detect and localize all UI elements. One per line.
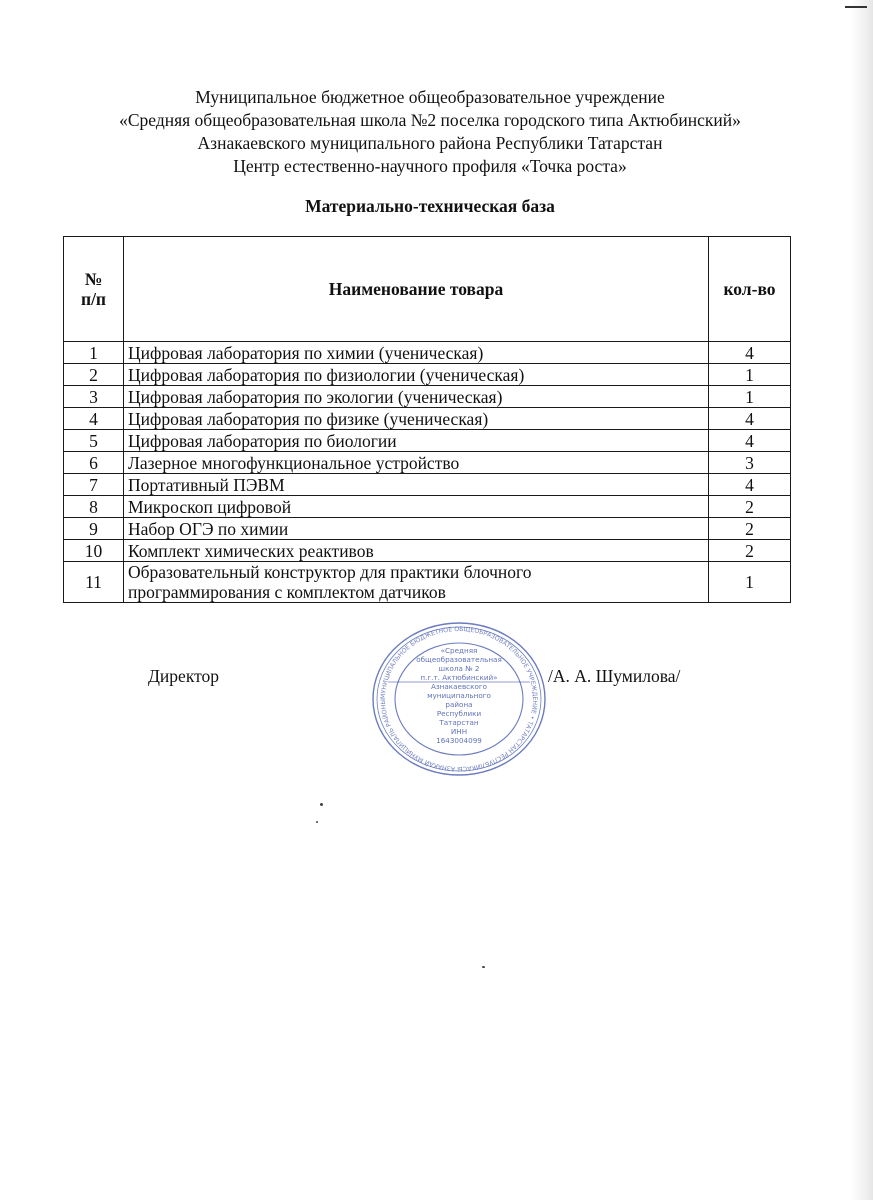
table-row xyxy=(64,408,791,430)
row-number: 2 xyxy=(64,364,124,386)
stamp-text: общеобразовательная xyxy=(416,655,502,664)
table-row xyxy=(64,540,791,562)
page-edge-shadow xyxy=(851,0,873,1200)
row-number: 3 xyxy=(64,386,124,408)
stamp-text: 1643004099 xyxy=(436,736,482,745)
stamp-text: школа № 2 xyxy=(438,664,480,673)
row-quantity: 1 xyxy=(709,562,791,603)
row-item-name: Цифровая лаборатория по физике (ученическая) xyxy=(124,408,709,430)
stamp-text: Азнакаевского xyxy=(430,682,488,691)
stamp-text: ИНН xyxy=(450,727,468,736)
signature-role: Директор xyxy=(148,666,220,686)
table-row xyxy=(64,364,791,386)
row-number: 6 xyxy=(64,452,124,474)
table-row xyxy=(64,562,791,603)
row-number: 11 xyxy=(64,562,124,603)
row-item-name: Цифровая лаборатория по физиологии (ученическая) xyxy=(124,364,709,386)
table-row xyxy=(64,430,791,452)
row-item-name: Цифровая лаборатория по биологии xyxy=(124,430,709,452)
row-number: 9 xyxy=(64,518,124,540)
table-row xyxy=(64,474,791,496)
row-quantity: 2 xyxy=(709,540,791,562)
row-item-name: Цифровая лаборатория по экологии (ученическая) xyxy=(124,386,709,408)
row-quantity: 3 xyxy=(709,452,791,474)
inventory-table xyxy=(63,236,791,603)
row-item-name: Набор ОГЭ по химии xyxy=(124,518,709,540)
row-number: 8 xyxy=(64,496,124,518)
row-quantity: 4 xyxy=(709,342,791,364)
table-row xyxy=(64,452,791,474)
row-number: 7 xyxy=(64,474,124,496)
header-number: № п/п xyxy=(64,237,124,342)
row-quantity: 2 xyxy=(709,496,791,518)
stamp-text: Республики xyxy=(436,709,482,718)
table-header-row xyxy=(64,237,791,342)
row-item-name: Цифровая лаборатория по химии (ученическая) xyxy=(124,342,709,364)
row-number: 1 xyxy=(64,342,124,364)
header-line: Муниципальное бюджетное общеобразовательное учреждение xyxy=(195,87,665,107)
header-line: Центр естественно-научного профиля «Точка роста» xyxy=(233,156,627,176)
row-item-name: Лазерное многофункциональное устройство xyxy=(124,452,709,474)
header-line: «Средняя общеобразовательная школа №2 поселка городского типа Актюбинский» xyxy=(119,110,741,130)
document-header xyxy=(0,86,860,178)
row-item-name: Комплект химических реактивов xyxy=(124,540,709,562)
table-row xyxy=(64,518,791,540)
row-quantity: 4 xyxy=(709,474,791,496)
stamp-ring-text: МУНИЦИПАЛЬНОЕ БЮДЖЕТНОЕ ОБЩЕОБРАЗОВАТЕЛЬНОЕ УЧРЕЖДЕНИЕ • ТАТАРСТАН РЕСПУБЛИКАСЫ АЗНАКАЙ МУНИЦИПАЛЬ РАЙОНЫ xyxy=(379,625,539,773)
signature-name: /А. А. Шумилова/ xyxy=(548,666,681,686)
row-number: 5 xyxy=(64,430,124,452)
stamp-text: муниципального xyxy=(427,691,491,700)
row-number: 10 xyxy=(64,540,124,562)
stamp-text: района xyxy=(445,700,473,709)
row-quantity: 4 xyxy=(709,408,791,430)
scan-speck xyxy=(482,966,485,968)
table-row xyxy=(64,386,791,408)
row-number: 4 xyxy=(64,408,124,430)
row-quantity: 2 xyxy=(709,518,791,540)
row-quantity: 1 xyxy=(709,386,791,408)
stamp-text: Татарстан xyxy=(439,718,479,727)
row-item-name: Микроскоп цифровой xyxy=(124,496,709,518)
corner-mark xyxy=(845,6,867,8)
header-line: Азнакаевского муниципального района Республики Татарстан xyxy=(197,133,663,153)
official-stamp xyxy=(370,620,548,778)
document-title: Материально-техническая база xyxy=(305,196,555,216)
row-item-name: Образовательный конструктор для практики блочного программирования с комплектом датчиков xyxy=(124,562,709,603)
row-item-name: Портативный ПЭВМ xyxy=(124,474,709,496)
scan-speck xyxy=(320,803,323,806)
header-item-name: Наименование товара xyxy=(124,237,709,342)
header-quantity: кол-во xyxy=(709,237,791,342)
scan-speck xyxy=(316,821,318,823)
stamp-text: «Средняя xyxy=(440,646,478,655)
row-quantity: 4 xyxy=(709,430,791,452)
row-quantity: 1 xyxy=(709,364,791,386)
stamp-text: п.г.т. Актюбинский» xyxy=(420,673,498,682)
table-row xyxy=(64,496,791,518)
table-row xyxy=(64,342,791,364)
